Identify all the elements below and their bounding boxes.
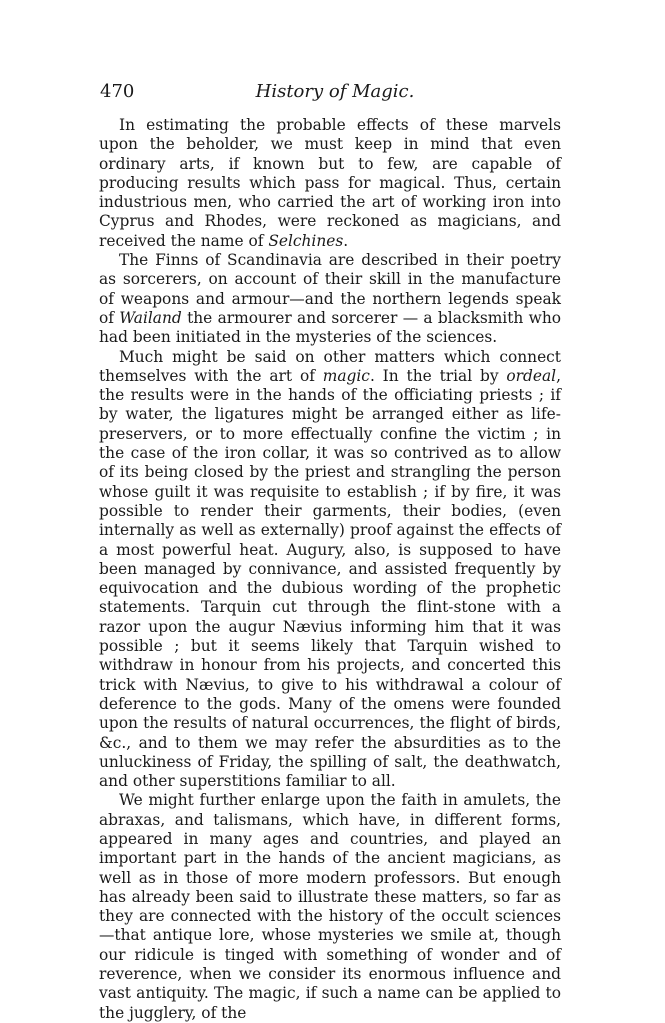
italic-term-ordeal: ordeal: [506, 366, 557, 385]
paragraph-ordeal: Much might be said on other matters which connect themselves with the art of magic. In the trial by ordeal, the results were in the hands of the officiating priests ; if by water, the ligatures might be arranged either as life-preservers, or to more effectually confine the victim ; in the case of the iron collar, it was so contrived as to allow of its being closed by the priest and strangling the person whose guilt it was requisite to establish ; if by fire, it was possible to render their garments, their bodies, (even internally as well as externally) proof against the effects of a most powerful heat. Augury, also, is supposed to have been managed by connivance, and assisted frequently by equivocation and the dubious wording of the prophetic statements. Tarquin cut through the flint-stone with a razor upon the augur Nævius informing him that it was possible ; but it seems likely that Tarquin wished to withdraw in honour from his projects, and concerted this trick with Nævius, to give to his withdrawal a colour of deference to the gods. Many of the omens were founded upon the results of natural occurrences, the flight of birds, &c., and to them we may refer the absurdities as to the unluckiness of Friday, the spilling of salt, the deathwatch, and other superstitions familiar to all.: [99, 347, 561, 791]
italic-term-magic: magic: [322, 366, 370, 385]
page-header: [100, 82, 570, 106]
running-title: History of Magic.: [255, 81, 415, 102]
body-text: [99, 116, 561, 1023]
paragraph-finns: The Finns of Scandinavia are described in their poetry as sorcerers, on account of their skill in the manufacture of weapons and armour—and the northern legends speak of Wailand the armourer and sorcerer — a blacksmith who had been initiated in the mysteries of the sciences.: [99, 251, 562, 347]
page-number: 470: [100, 81, 135, 102]
paragraph-selchines: In estimating the probable effects of these marvels upon the beholder, we must keep in mind that even ordinary arts, if known but to few, are capable of producing results which pass for magical. Thus, certain industrious men, who carried the art of working iron into Cyprus and Rhodes, were reckoned as magicians, and received the name of Selchines.: [99, 116, 561, 250]
paragraph-amulets: We might further enlarge upon the faith in amulets, the abraxas, and talismans, which have, in different forms, appeared in many ages and countries, and played an important part in the hands of the ancient magicians, as well as in those of more modern professors. But enough has already been said to illustrate these matters, so far as they are connected with the history of the occult sciences—that antique lore, whose mysteries we smile at, though our ridicule is tinged with something of wonder and of reverence, when we consider its enormous influence and vast antiquity. The magic, if such a name can be applied to the jugglery, of the: [99, 791, 561, 1022]
italic-term-wailand: Wailand: [119, 308, 182, 327]
italic-term-selchines: Selchines: [268, 231, 344, 250]
